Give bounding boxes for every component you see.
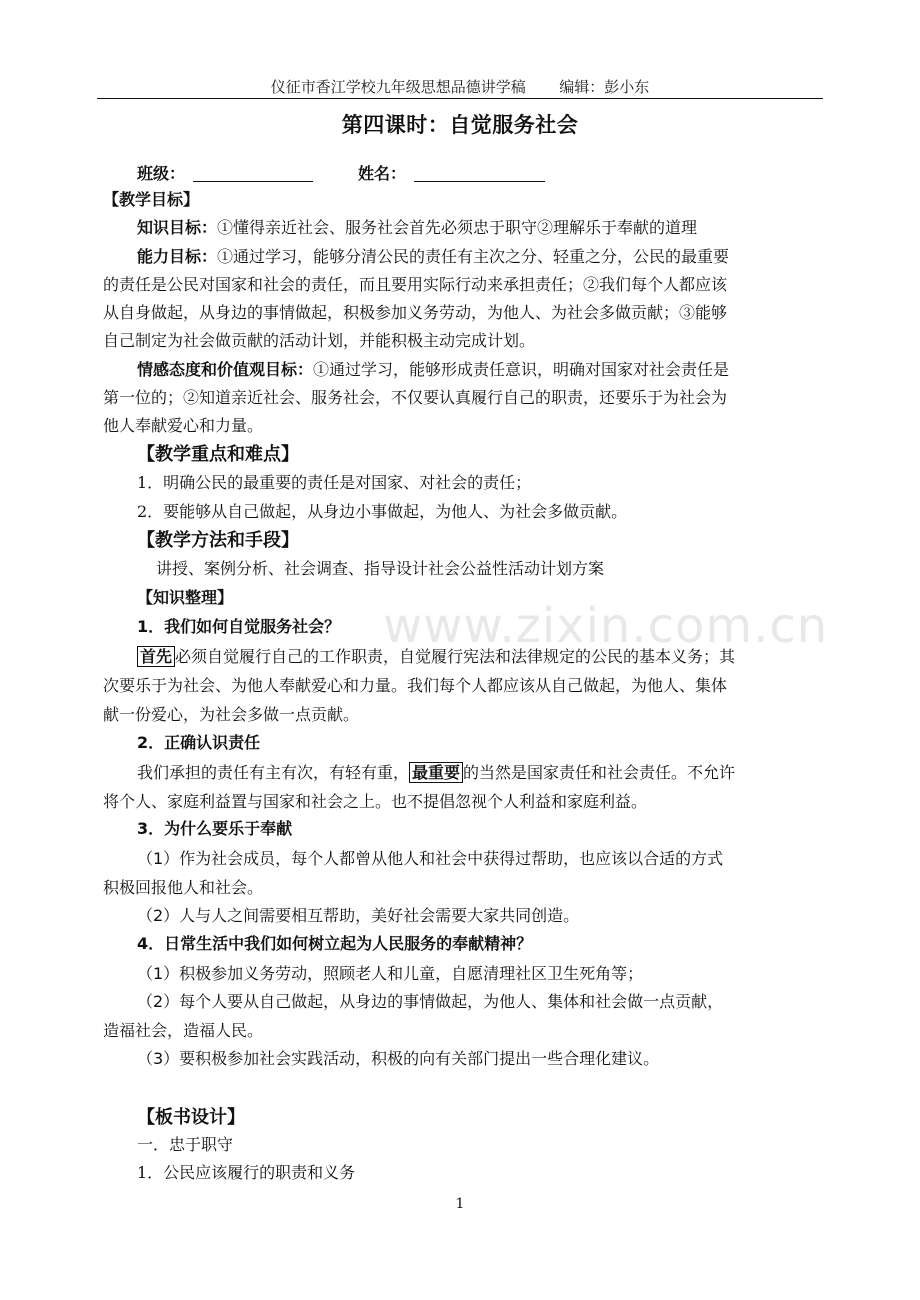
name-label: 姓名： xyxy=(358,164,407,183)
boxed-keyword-shouxian: 首先 xyxy=(137,646,175,667)
question-2-line-1 xyxy=(137,759,735,787)
question-3-title: 3．为什么要乐于奉献 xyxy=(137,819,293,838)
emotion-objective-line-3: 他人奉献爱心和力量。 xyxy=(103,416,264,435)
question-1-line-1 xyxy=(137,643,735,671)
methods-text: 讲授、案例分析、社会调查、指导设计社会公益性活动计划方案 xyxy=(156,559,605,578)
board-item-1: 一．忠于职守 xyxy=(137,1135,234,1154)
ability-objective-line-3: 从自身做起，从身边的事情做起，积极参加义务劳动，为他人、为社会多做贡献；③能够 xyxy=(103,303,728,322)
ability-objective-line-1 xyxy=(137,243,729,271)
question-1-line-1-text: 必须自觉履行自己的工作职责，自觉履行宪法和法律规定的公民的基本义务；其 xyxy=(175,647,736,666)
question-1-line-2: 次要乐于为社会、为他人奉献爱心和力量。我们每个人都应该从自己做起，为他人、集体 xyxy=(103,676,728,695)
header-school-line: 仪征市香江学校九年级思想品德讲学稿 xyxy=(270,78,526,96)
key-point-2: 2．要能够从自己做起，从身边小事做起，为他人、为社会多做贡献。 xyxy=(137,502,628,521)
knowledge-label: 知识目标： xyxy=(137,218,218,237)
ability-objective-line-2: 的责任是公民对国家和社会的责任，而且要用实际行动来承担责任；②我们每个人都应该 xyxy=(103,275,728,294)
question-2-title: 2．正确认识责任 xyxy=(137,733,261,752)
question-1-title: 1．我们如何自觉服务社会？ xyxy=(137,617,341,636)
name-underline xyxy=(414,181,545,182)
class-label: 班级： xyxy=(137,164,186,183)
question-3-item-2: （2）人与人之间需要相互帮助，美好社会需要大家共同创造。 xyxy=(137,906,580,925)
boxed-keyword-zuizhongyao: 最重要 xyxy=(409,762,463,783)
methods-heading: 【教学方法和手段】 xyxy=(137,530,299,551)
header-editor: 编辑：彭小东 xyxy=(559,78,650,96)
class-underline xyxy=(193,181,313,182)
question-4-item-1: （1）积极参加义务劳动，照顾老人和儿童，自愿清理社区卫生死角等； xyxy=(137,964,644,983)
page-title: 第四课时：自觉服务社会 xyxy=(341,113,579,137)
emotion-label: 情感态度和价值观目标： xyxy=(137,360,314,379)
page-header xyxy=(0,76,920,97)
question-4-item-3: （3）要积极参加社会实践活动，积极的向有关部门提出一些合理化建议。 xyxy=(137,1049,660,1068)
watermark: www.zixin.com.cn xyxy=(383,598,829,654)
emotion-text-1: ①通过学习，能够形成责任意识，明确对国家对社会责任是 xyxy=(313,360,730,379)
board-heading: 【板书设计】 xyxy=(137,1107,245,1128)
question-2-line-2: 将个人、家庭利益置与国家和社会之上。也不提倡忽视个人利益和家庭利益。 xyxy=(103,792,648,811)
question-4-title: 4．日常生活中我们如何树立起为人民服务的奉献精神？ xyxy=(137,934,533,953)
ability-objective-line-4: 自己制定为社会做贡献的活动计划，并能积极主动完成计划。 xyxy=(103,331,536,350)
question-2-line-1-post: 的当然是国家责任和社会责任。不允许 xyxy=(463,763,736,782)
objectives-heading: 【教学目标】 xyxy=(103,190,200,209)
key-points-heading: 【教学重点和难点】 xyxy=(137,444,299,465)
question-3-item-1-line-1: （1）作为社会成员，每个人都曾从他人和社会中获得过帮助，也应该以合适的方式 xyxy=(137,849,724,868)
board-item-2: 1．公民应该履行的职责和义务 xyxy=(137,1163,356,1182)
key-point-1: 1．明确公民的最重要的责任是对国家、对社会的责任； xyxy=(137,473,532,492)
ability-label: 能力目标： xyxy=(137,247,218,266)
knowledge-objective xyxy=(137,214,697,242)
question-4-item-2-line-2: 造福社会，造福人民。 xyxy=(103,1021,264,1040)
question-2-line-1-pre: 我们承担的责任有主有次，有轻有重， xyxy=(137,763,410,782)
knowledge-text: ①懂得亲近社会、服务社会首先必须忠于职守②理解乐于奉献的道理 xyxy=(217,218,698,237)
emotion-objective-line-1 xyxy=(137,356,729,384)
emotion-objective-line-2: 第一位的；②知道亲近社会、服务社会，不仅要认真履行自己的职责，还要乐于为社会为 xyxy=(103,388,728,407)
ability-text-1: ①通过学习，能够分清公民的责任有主次之分、轻重之分，公民的最重要 xyxy=(217,247,730,266)
header-rule xyxy=(97,98,823,99)
question-1-line-3: 献一份爱心，为社会多做一点贡献。 xyxy=(103,705,360,724)
page-number: 1 xyxy=(455,1196,465,1212)
question-4-item-2-line-1: （2）每个人要从自己做起，从身边的事情做起，为他人、集体和社会做一点贡献， xyxy=(137,992,724,1011)
question-3-item-1-line-2: 积极回报他人和社会。 xyxy=(103,878,264,897)
knowledge-heading: 【知识整理】 xyxy=(137,588,234,607)
